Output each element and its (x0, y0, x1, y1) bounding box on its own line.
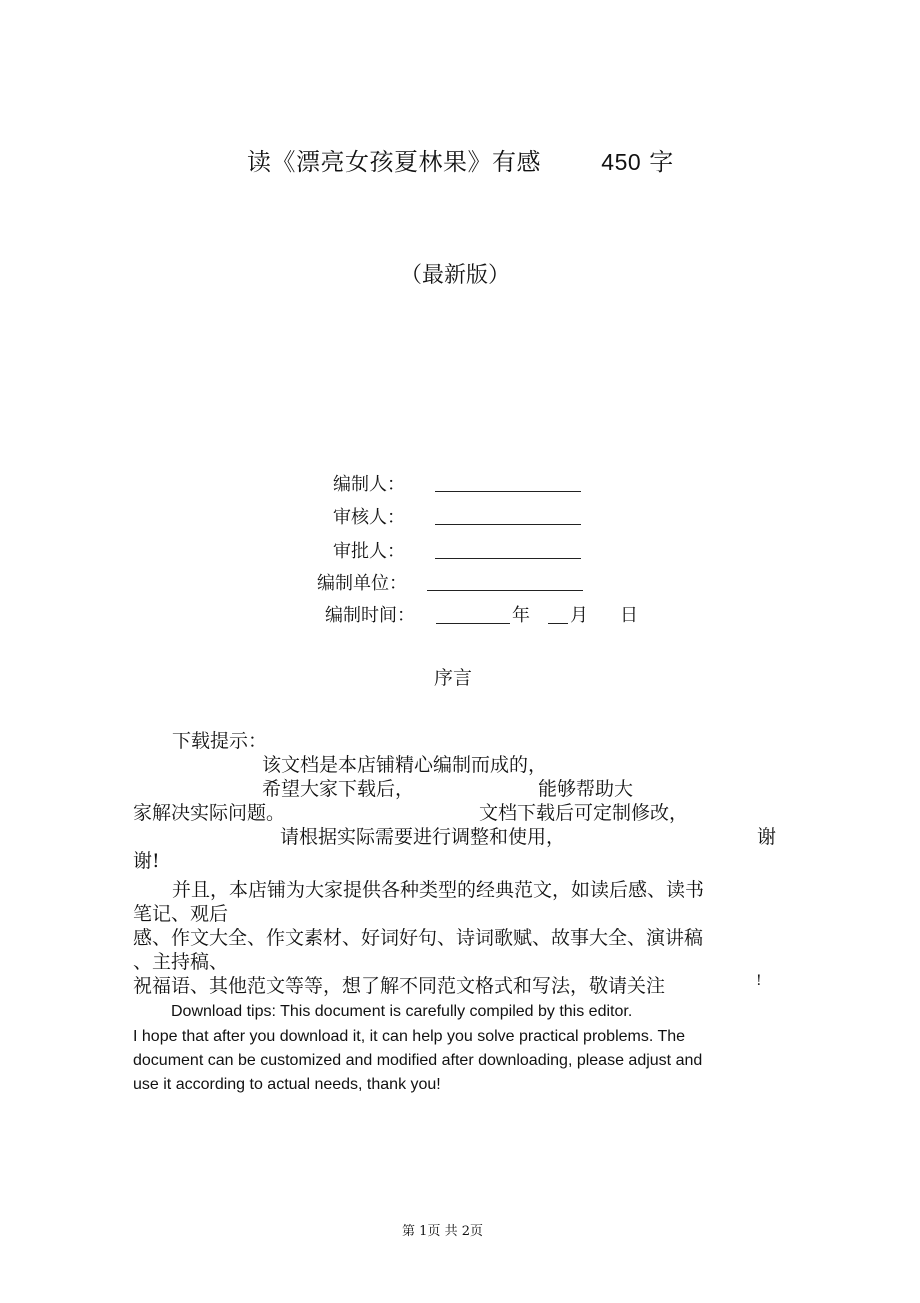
edition-label: （最新版） (400, 263, 511, 288)
title-text: 读《漂亮女孩夏林果》有感 (247, 148, 541, 176)
tips-para2-line-2: 笔记、观后 (133, 903, 229, 925)
english-tips-line-1: Download tips: This document is carefully compiled by this editor. (171, 1003, 633, 1020)
english-tips-line-2: I hope that after you download it, it can help you solve practical problems. The (133, 1028, 686, 1045)
compiler-label: 编制人： (333, 474, 405, 495)
tips-line-3a: 家解决实际问题。 (133, 802, 286, 824)
footer-page-unit: 页 (427, 1224, 441, 1239)
tips-line-2b: 能够帮助大 (538, 778, 634, 800)
tips-para2-end: ! (756, 973, 762, 989)
year-blank (436, 623, 510, 624)
month-label: 月 (570, 605, 588, 626)
tips-para2-line-5: 祝福语、其他范文等等，想了解不同范文格式和写法，敬请关注 (133, 975, 666, 997)
page-footer (402, 1220, 483, 1239)
tips-line-3b: 文档下载后可定制修改， (479, 802, 689, 824)
footer-total-num: 2 (461, 1224, 471, 1239)
tips-para2-line-4: 、主持稿、 (133, 951, 229, 973)
reviewer-label: 审核人： (333, 507, 405, 528)
compiler-blank (435, 491, 581, 492)
tips-line-5: 谢! (133, 850, 160, 872)
approver-label: 审批人： (333, 541, 405, 562)
month-blank (548, 623, 568, 624)
unit-blank (427, 590, 583, 591)
day-label: 日 (620, 605, 638, 626)
tips-para2-line-1: 并且，本店铺为大家提供各种类型的经典范文，如读后感、读书 (172, 879, 705, 901)
tips-line-4a: 请根据实际需要进行调整和使用， (280, 826, 566, 848)
tips-line-1: 该文档是本店铺精心编制而成的， (262, 754, 548, 776)
approver-blank (435, 558, 581, 559)
footer-total-unit: 页 (470, 1224, 484, 1239)
footer-total-label: 共 (444, 1224, 458, 1239)
year-label: 年 (512, 605, 530, 626)
title-word-count: 450 (601, 149, 642, 175)
english-tips-line-4: use it according to actual needs, thank you! (133, 1076, 441, 1093)
reviewer-blank (435, 524, 581, 525)
tips-line-2a: 希望大家下载后， (262, 778, 415, 800)
title-word-unit: 字 (649, 148, 674, 176)
footer-page-num: 1 (419, 1224, 428, 1239)
footer-page-label: 第 (402, 1224, 416, 1239)
document-title (247, 142, 674, 177)
time-label: 编制时间： (325, 605, 415, 626)
tips-para2-line-3: 感、作文大全、作文素材、好词好句、诗词歌赋、故事大全、演讲稿 (133, 927, 704, 949)
tips-heading: 下载提示： (172, 730, 268, 752)
preface-heading: 序言 (434, 667, 473, 689)
unit-label: 编制单位： (317, 573, 407, 594)
english-tips-line-3: document can be customized and modified after downloading, please adjust and (133, 1052, 703, 1069)
tips-line-4b: 谢 (757, 826, 777, 848)
